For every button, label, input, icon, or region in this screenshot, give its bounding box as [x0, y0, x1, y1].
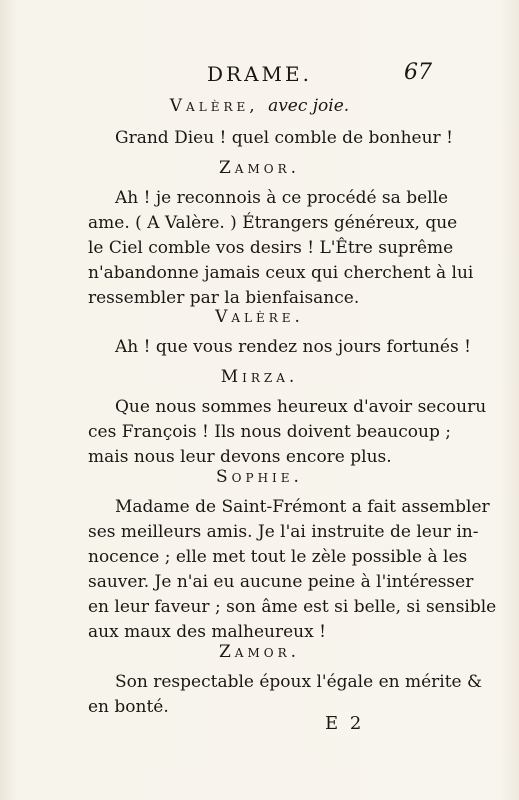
dialogue-line: Ah ! je reconnois à ce procédé sa belle: [115, 188, 449, 208]
dialogue-line: ame. ( A Valère. ) Étrangers généreux, que: [88, 213, 458, 233]
dialogue-line: ces François ! Ils nous doivent beaucoup ;: [88, 422, 451, 442]
dialogue-line: ressembler par la bienfaisance.: [88, 288, 360, 308]
dialogue-line: mais nous leur devons encore plus.: [88, 447, 392, 467]
dialogue-line: le Ciel comble vos desirs ! L'Être suprême: [88, 238, 454, 258]
speaker-name: Zamor.: [218, 158, 301, 178]
dialogue-line: Grand Dieu ! quel comble de bonheur !: [115, 128, 453, 148]
speaker-label: Valère,: [169, 96, 259, 116]
dialogue-line: n'abandonne jamais ceux qui cherchent à lui: [88, 263, 474, 283]
dialogue-line: Que nous sommes heureux d'avoir secouru: [115, 397, 487, 417]
dialogue-line: Madame de Saint-Frémont a fait assembler: [115, 497, 490, 517]
speaker-name: [0, 96, 519, 116]
speaker-name: Valère.: [215, 307, 304, 327]
signature-mark: E 2: [325, 713, 365, 734]
dialogue-line: en leur faveur ; son âme est si belle, si sensible: [88, 597, 497, 617]
speaker-name: Mirza.: [220, 367, 299, 387]
dialogue-line: aux maux des malheureux !: [88, 622, 326, 642]
running-head: DRAME.: [207, 62, 312, 86]
stage-direction: avec joie.: [268, 96, 350, 116]
dialogue-line: ses meilleurs amis. Je l'ai instruite de leur in-: [88, 522, 479, 542]
dialogue-line: Son respectable époux l'égale en mérite &: [115, 672, 483, 692]
speaker-name: Zamor.: [218, 642, 301, 662]
dialogue-line: Ah ! que vous rendez nos jours fortunés !: [115, 337, 471, 357]
speaker-name: Sophie.: [216, 467, 303, 487]
dialogue-line: nocence ; elle met tout le zèle possible à les: [88, 547, 468, 567]
page-number: 67: [404, 60, 432, 85]
dialogue-line: en bonté.: [88, 697, 169, 717]
dialogue-line: sauver. Je n'ai eu aucune peine à l'intéresser: [88, 572, 474, 592]
